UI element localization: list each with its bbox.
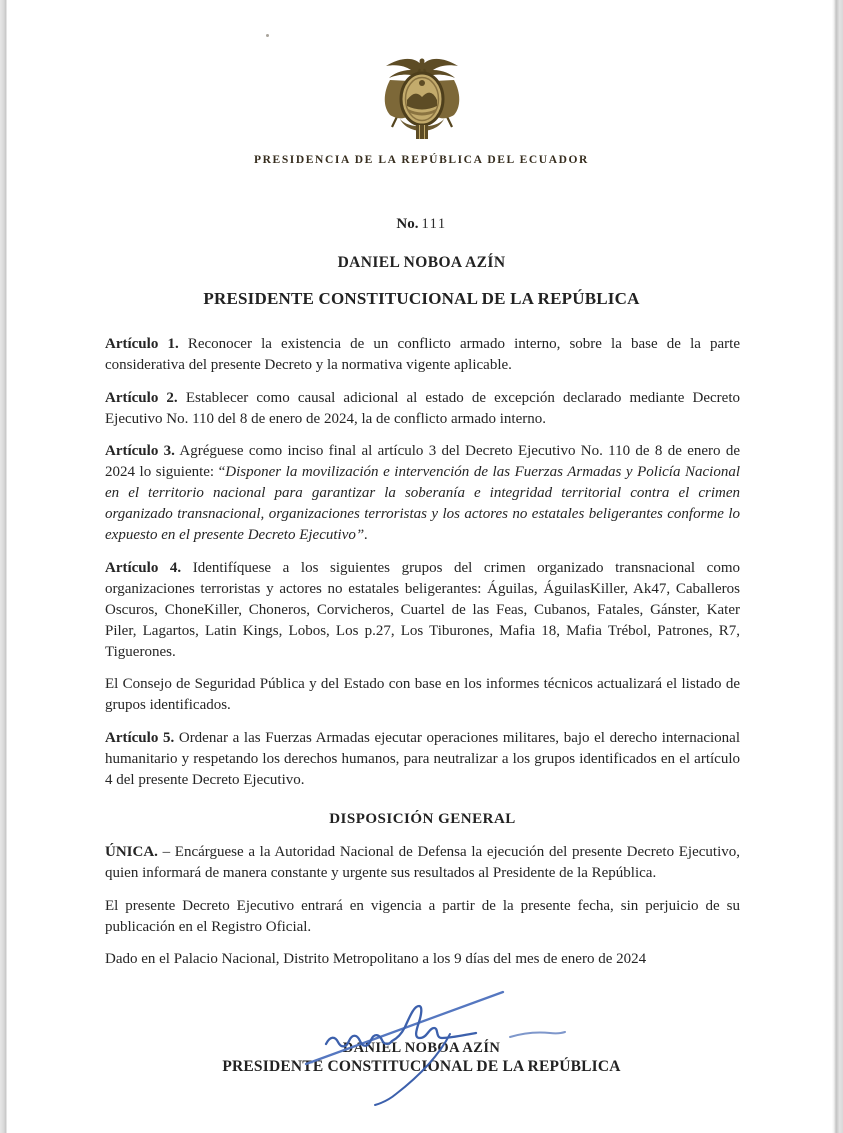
president-name: DANIEL NOBOA AZÍN [337, 254, 506, 271]
article-text: Agréguese como inciso final al artículo 3 del Decreto Ejecutivo No. 110 de 8 de enero de 2024 lo siguiente: “ [105, 443, 740, 480]
signature-name: DANIEL NOBOA AZÍN [342, 1039, 501, 1056]
article-2-paragraph [105, 388, 740, 430]
dado-paragraph [105, 949, 740, 970]
decree-number [0, 216, 843, 233]
ecuador-coat-of-arms-icon [370, 53, 474, 141]
page-edge-left [0, 0, 7, 1133]
paragraph-text: El presente Decreto Ejecutivo entrará en vigencia a partir de la presente fecha, sin perjuicio de su publicación en el Registro Oficial. [105, 897, 740, 935]
signature-block [0, 982, 843, 1112]
article-label: Artículo 5. [105, 729, 175, 746]
vigencia-paragraph [105, 896, 740, 938]
institution-name: PRESIDENCIA DE LA REPÚBLICA DEL ECUADOR [254, 154, 589, 166]
paragraph-text: Dado en el Palacio Nacional, Distrito Metropolitano a los 9 días del mes de enero de 2024 [105, 951, 647, 967]
article-3-paragraph [105, 441, 740, 546]
decree-body [105, 334, 740, 970]
article-label: Artículo 2. [105, 389, 178, 406]
unica-paragraph [105, 842, 740, 884]
disposicion-general-heading: DISPOSICIÓN GENERAL [329, 810, 516, 827]
article-5-paragraph [105, 728, 740, 791]
paragraph-text: El Consejo de Seguridad Pública y del Estado con base en los informes técnicos actualizará el listado de grupos identificados. [105, 676, 740, 713]
signature-title: PRESIDENTE CONSTITUCIONAL DE LA REPÚBLICA [222, 1057, 621, 1075]
article-label: Artículo 3. [105, 443, 175, 459]
article-text: Ordenar a las Fuerzas Armadas ejecutar operaciones militares, bajo el derecho internacional humanitario y respetando los derechos humanos, para neutralizar a los grupos identificados en el artículo 4 del presente Decreto Ejecutivo. [105, 729, 741, 788]
article-text: Establecer como causal adicional al estado de excepción declarado mediante Decreto Ejecutivo No. 110 del 8 de enero de 2024, la de conflicto armado interno. [105, 389, 740, 427]
decree-number-value: 111 [421, 216, 447, 232]
unica-text: – Encárguese a la Autoridad Nacional de Defensa la ejecución del presente Decreto Ejecutivo, quien informará de manera constante y urgente sus resultados al Presidente de la República. [105, 844, 741, 881]
decree-number-prefix: No. [396, 216, 419, 232]
consejo-paragraph [105, 674, 740, 716]
article-4-paragraph [105, 558, 740, 663]
article-quote-italic: Disponer la movilización e intervención de las Fuerzas Armadas y Policía Nacional en el territorio nacional para garantizar la soberanía e integridad territorial contra el crimen organizado transnacional, organizaciones terroristas y los actores no estatales beligerantes conforme lo expuesto en el presente Decreto Ejecutivo”. [105, 464, 740, 543]
article-1-paragraph [105, 334, 740, 376]
president-title: PRESIDENTE CONSTITUCIONAL DE LA REPÚBLICA [203, 289, 640, 308]
article-text: Identifíquese a los siguientes grupos del crimen organizado transnacional como organizaciones terroristas y actores no estatales beligerantes: Águilas, ÁguilasKiller, Ak47, Caballeros Oscuros, ChoneKiller, Choneros, Corvicheros, Cuartel de las Feas, Cubanos, Fatales, Gánster, Kater Piler, Lagartos, Latin Kings, Lobos, Los p.27, Los Tiburones, Mafia 18, Mafia Trébol, Patrones, R7, Tiguerones. [105, 559, 741, 660]
article-text: Reconocer la existencia de un conflicto armado interno, sobre la base de la parte considerativa del presente Decreto y la normativa vigente aplicable. [105, 336, 740, 373]
article-label: Artículo 1. [105, 336, 179, 352]
unica-label: ÚNICA. [105, 844, 158, 860]
seal-container [0, 0, 843, 166]
scan-speck [266, 34, 269, 37]
article-label: Artículo 4. [105, 559, 182, 576]
page-edge-right [832, 0, 843, 1133]
